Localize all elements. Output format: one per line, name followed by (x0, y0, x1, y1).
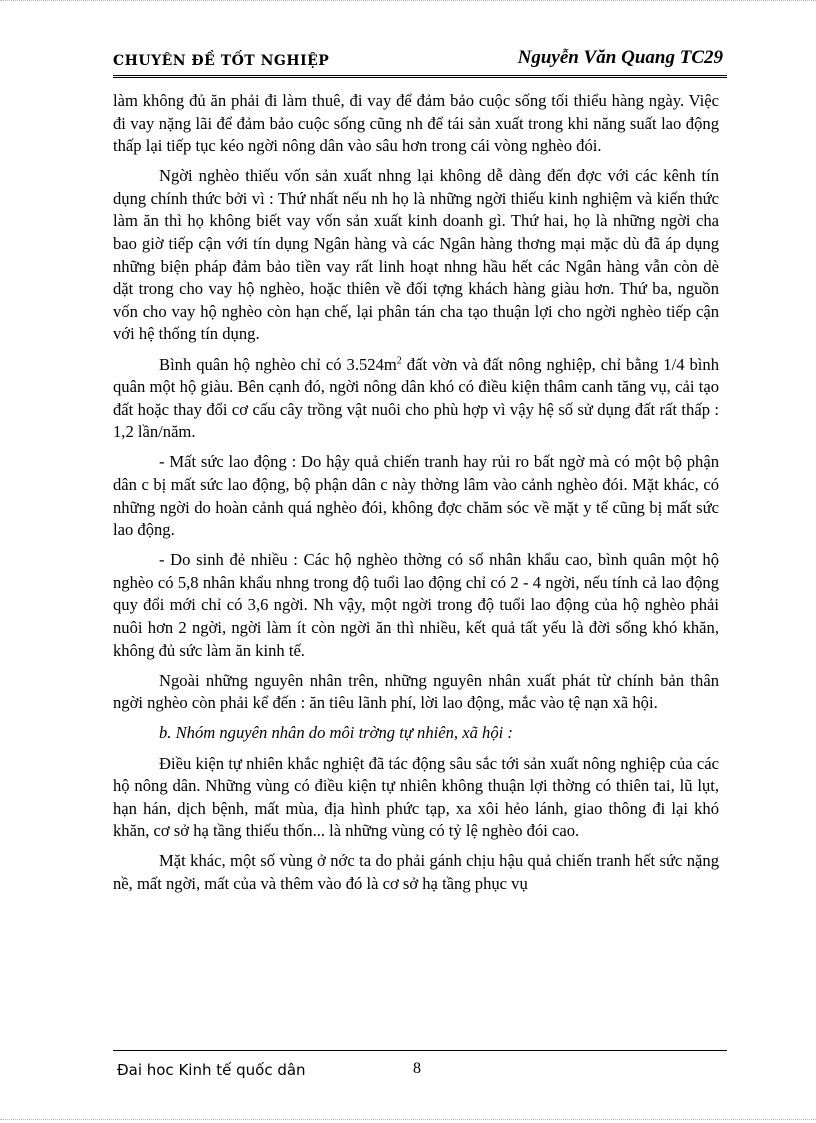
header-title: CHUYÊN ĐỀ TỐT NGHIỆP (113, 53, 330, 69)
footer-divider (113, 1050, 727, 1051)
paragraph-7: Điều kiện tự nhiên khắc nghiệt đã tác động sâu sắc tới sản xuất nông nghiệp của các hộ nông dân. Những vùng có điều kiện tự nhiên không thuận lợi thờng có thiên tai, lũ lụt, hạn hán, dịch bệnh, mất mùa, địa hình phức tạp, xa xôi hẻo lánh, giao thông đi lại khó khăn, cơ sở hạ tầng thiếu thốn... là những vùng có tỷ lệ nghèo đói cao. (113, 753, 719, 841)
page-bottom-edge (0, 1119, 816, 1120)
paragraph-3-exponent: 2 (396, 355, 402, 366)
paragraph-1: làm không đủ ăn phải đi làm thuê, đi vay để đảm bảo cuộc sống tối thiểu hàng ngày. Việc đi vay nặng lãi để đảm bảo cuộc sống cũng nh để tái sản xuất trong khi năng suất lao động thấp lại tiếp tục kéo ngời nông dân vào sâu hơn trong cái vòng nghèo đói. (113, 91, 719, 156)
page-number: 8 (413, 1060, 421, 1077)
header-author: Nguyễn Văn Quang TC29 (517, 47, 723, 68)
paragraph-5: - Do sinh đẻ nhiều : Các hộ nghèo thờng có số nhân khẩu cao, bình quân một hộ nghèo có 5,8 nhân khẩu nhng trong độ tuổi lao động chỉ có 2 - 4 ngời, nếu tính cả lao động quy đổi mới chỉ có 3,6 ngời. Nh vậy, một ngời trong độ tuổi lao động của hộ nghèo phải nuôi hơn 2 ngời, ngời làm ít còn ngời ăn thì nhiều, kết quả tất yếu là đời sống khó khăn, không đủ sức làm ăn kinh tế. (113, 550, 719, 660)
body-text (113, 90, 719, 903)
paragraph-3-after: đất vờn và đất nông nghiệp, chỉ bằng 1/4 bình quân một hộ giàu. Bên cạnh đó, ngời nông dân khó có điều kiện thâm canh tăng vụ, cải tạo đất hoặc thay đổi cơ cấu cây trồng vật nuôi cho phù hợp vì vậy hệ số sử dụng đất rất thấp : 1,2 lần/năm. (113, 354, 719, 442)
paragraph-8: Mặt khác, một số vùng ở nớc ta do phải gánh chịu hậu quả chiến tranh hết sức nặng nề, mất ngời, mất của và thêm vào đó là cơ sở hạ tầng phục vụ (113, 851, 719, 893)
paragraph-2: Ngời nghèo thiếu vốn sản xuất nhng lại không dễ dàng đến đợc với các kênh tín dụng chính thức bởi vì : Thứ nhất nếu nh họ là những ngời thiếu kinh nghiệm và kiến thức làm ăn thì họ không biết vay vốn sản xuất kinh doanh gì. Thứ hai, họ là những ngời cha bao giờ tiếp cận với tín dụng Ngân hàng và các Ngân hàng thơng mại mặc dù đã áp dụng những biện pháp đảm bảo tiền vay rất linh hoạt nhng hầu hết các Ngân hàng vẫn còn dè dặt trong cho vay hộ nghèo, hoặc thiên về đối tợng khách hàng giàu hơn. Thứ ba, nguồn vốn cho vay hộ nghèo còn hạn chế, lại phân tán cha tạo thuận lợi cho ngời nghèo tiếp cận với hệ thống tín dụng. (113, 166, 719, 344)
paragraph-4: - Mất sức lao động : Do hậy quả chiến tranh hay rủi ro bất ngờ mà có một bộ phận dân c bị mất sức lao động, bộ phận dân c này thờng lâm vào cảnh nghèo đói. Mặt khác, có những ngời do hoàn cảnh quá nghèo đói, không đợc chăm sóc về mặt y tế cũng bị mất sức lao động. (113, 452, 719, 540)
page-header (113, 49, 727, 78)
paragraph-3 (113, 354, 719, 444)
section-heading: b. Nhóm nguyên nhân do môi trờng tự nhiên, xã hội : (159, 723, 513, 743)
paragraph-6: Ngoài những nguyên nhân trên, những nguyên nhân xuất phát từ chính bản thân ngời nghèo còn phải kể đến : ăn tiêu lãnh phí, lời lao động, mắc vào tệ nạn xã hội. (113, 670, 719, 713)
paragraph-3-before: Bình quân hộ nghèo chỉ có 3.524m (159, 354, 397, 374)
footer-institution: Đai hoc Kinh tế quốc dân (117, 1061, 306, 1079)
